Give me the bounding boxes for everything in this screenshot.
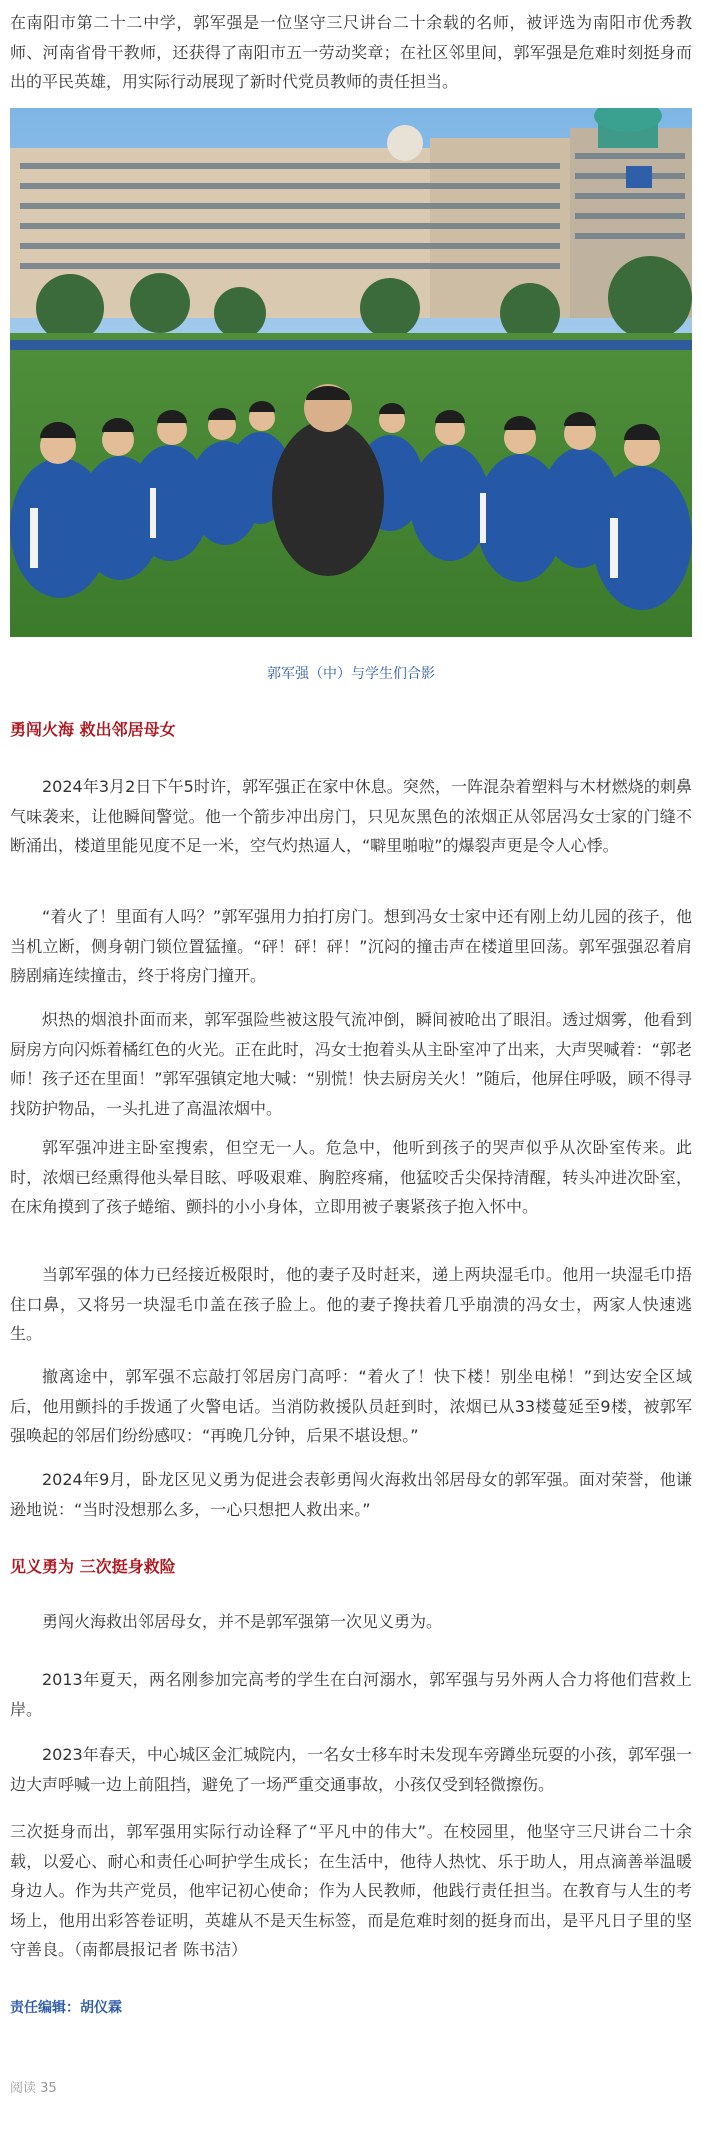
photo-caption: 郭军强（中）与学生们合影 (267, 666, 435, 682)
paragraph: 2024年3月2日下午5时许，郭军强正在家中休息。突然，一阵混杂着塑料与木材燃烧的刺鼻气味袭来，让他瞬间警觉。他一个箭步冲出房门，只见灰黑色的浓烟正从邻居冯女士家的门缝不断涌出，楼道里能见度不足一米，空气灼热逼人，“噼里啪啦”的爆裂声更是令人心悸。 (10, 777, 692, 855)
photo-illustration (10, 108, 692, 637)
read-count: 阅读 35 (10, 2081, 57, 2096)
paragraph: 炽热的烟浪扑面而来，郭军强险些被这股气流冲倒，瞬间被呛出了眼泪。透过烟雾，他看到厨房方向闪烁着橘红色的火光。正在此时，冯女士抱着头从主卧室冲了出来，大声哭喊着：“郭老师！孩子还在里面！”郭军强镇定地大喊：“别慌！快去厨房关火！”随后，他屏住呼吸，顾不得寻找防护物品，一头扎进了高温浓烟中。 (10, 1010, 692, 1118)
closing-paragraph: 三次挺身而出，郭军强用实际行动诠释了“平凡中的伟大”。在校园里，他坚守三尺讲台二十余载，以爱心、耐心和责任心呵护学生成长；在生活中，他待人热忱、乐于助人，用点滴善举温暖身边人。作为共产党员，他牢记初心使命；作为人民教师，他践行责任担当。在教育与人生的考场上，他用出彩答卷证明，英雄从不是天生标签，而是危难时刻的挺身而出，是平凡日子里的坚守善良。（南都晨报记者 陈书洁） (10, 1822, 692, 1959)
paragraph: 勇闯火海救出邻居母女，并不是郭军强第一次见义勇为。 (42, 1612, 443, 1631)
section-title-1: 勇闯火海 救出邻居母女 (10, 720, 176, 739)
intro-paragraph: 在南阳市第二十二中学，郭军强是一位坚守三尺讲台二十余载的名师，被评选为南阳市优秀教师、河南省骨干教师，还获得了南阳市五一劳动奖章；在社区邻里间，郭军强是危难时刻挺身而出的平民英雄，用实际行动展现了新时代党员教师的责任担当。 (10, 13, 692, 91)
section-title-2: 见义勇为 三次挺身救险 (10, 1557, 176, 1576)
paragraph: 2023年春天，中心城区金汇城院内，一名女士移车时未发现车旁蹲坐玩耍的小孩，郭军强一边大声呼喊一边上前阻挡，避免了一场严重交通事故，小孩仅受到轻微擦伤。 (10, 1745, 692, 1794)
paragraph: 郭军强冲进主卧室搜索，但空无一人。危急中，他听到孩子的哭声似乎从次卧室传来。此时，浓烟已经熏得他头晕目眩、呼吸艰难、胸腔疼痛，他猛咬舌尖保持清醒，转头冲进次卧室，在床角摸到了孩子蜷缩、颤抖的小小身体，立即用被子裹紧孩子抱入怀中。 (10, 1138, 692, 1216)
paragraph: 2013年夏天，两名刚参加完高考的学生在白河溺水，郭军强与另外两人合力将他们营救上岸。 (10, 1670, 692, 1719)
responsible-editor: 责任编辑：胡仪霖 (10, 2000, 122, 2016)
paragraph: 2024年9月，卧龙区见义勇为促进会表彰勇闯火海救出邻居母女的郭军强。面对荣誉，他谦逊地说：“当时没想那么多，一心只想把人救出来。” (10, 1470, 692, 1519)
paragraph: “着火了！里面有人吗？”郭军强用力拍打房门。想到冯女士家中还有刚上幼儿园的孩子，他当机立断，侧身朝门锁位置猛撞。“砰！砰！砰！”沉闷的撞击声在楼道里回荡。郭军强强忍着肩膀剧痛连续撞击，终于将房门撞开。 (10, 907, 692, 985)
paragraph: 当郭军强的体力已经接近极限时，他的妻子及时赶来，递上两块湿毛巾。他用一块湿毛巾捂住口鼻，又将另一块湿毛巾盖在孩子脸上。他的妻子搀扶着几乎崩溃的冯女士，两家人快速逃生。 (10, 1265, 692, 1343)
paragraph: 撤离途中，郭军强不忘敲打邻居房门高呼：“着火了！快下楼！别坐电梯！”到达安全区域后，他用颤抖的手拨通了火警电话。当消防救援队员赶到时，浓烟已从33楼蔓延至9楼，被郭军强唤起的邻居们纷纷感叹：“再晚几分钟，后果不堪设想。” (10, 1367, 692, 1445)
group-photo (10, 108, 692, 637)
